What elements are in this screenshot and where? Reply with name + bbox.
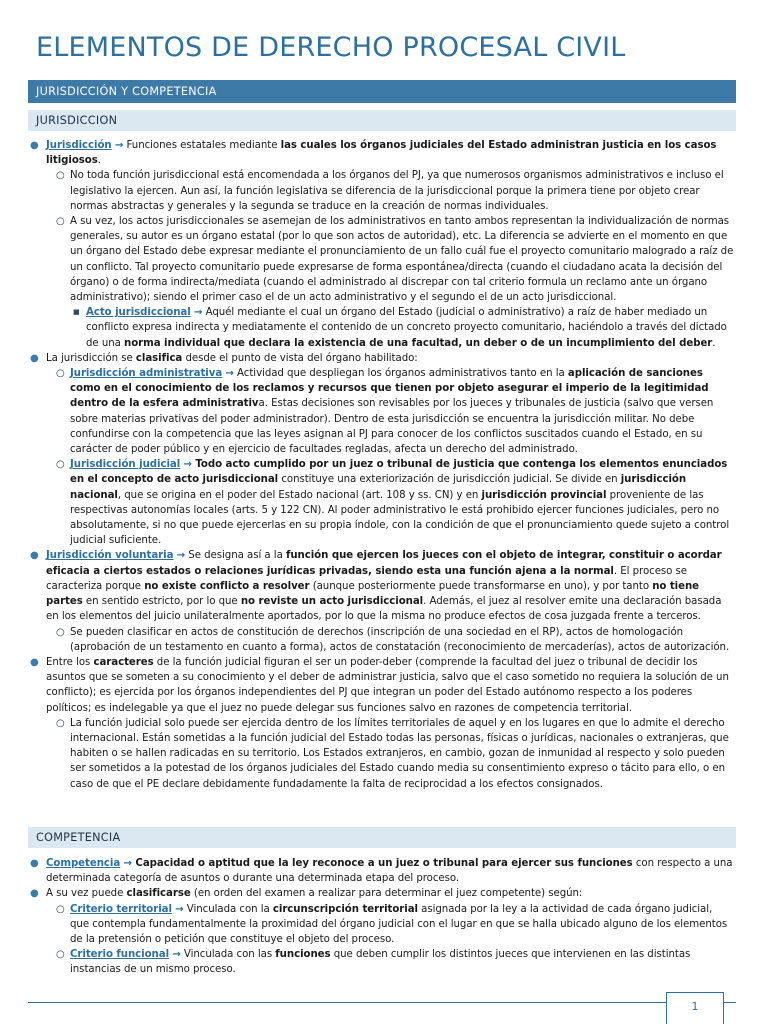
text: .: [712, 337, 716, 349]
list-item-competencia-def: [30, 856, 734, 886]
text: desde el punto de vista del órgano habilitado:: [182, 352, 418, 364]
jurisdiccion-content: [30, 138, 734, 792]
bold-text: función que ejercen los jueces con el objeto de integrar, constituir o acordar eficacia a ciertos estados o relaciones jurídicas privadas, siendo esta una función ajena a la normal: [46, 550, 722, 577]
term-jurisdiccion: Jurisdicción: [46, 140, 112, 151]
right-arrow-icon: →: [183, 459, 192, 471]
bold-text: no tiene partes: [46, 580, 700, 608]
list-item-limites-territoriales: [30, 716, 734, 792]
filled-circle-bullet-icon: ●: [30, 656, 39, 668]
term-acto-jurisdiccional: Acto jurisdiccional: [86, 307, 191, 319]
right-arrow-icon: →: [114, 140, 124, 151]
list-item-jurisdiccion-def: [30, 138, 734, 168]
text: La jurisdicción se: [46, 352, 136, 364]
list-item-acto-jurisdiccional: [30, 305, 734, 351]
text: Actividad que despliegan los órganos administrativos tanto en la: [233, 368, 568, 380]
text: que deben cumplir los distintos jueces que intervienen en las distintas instancias de un mismo proceso.: [70, 949, 691, 976]
text: A su vez, los actos jurisdiccionales se asemejan de los administrativos en tanto ambos representan la individualización de normas generales, su autor es un órgano estatal (por lo que son actos de autoridad), etc. La diferencia se advierte en el momento en que un órgano del Estado debe expresar mediante el pronunciamiento de un fallo cuál fue el proyecto comunitario malogrado a raíz de un conflicto. Tal proyecto comunitario puede expresarse de forma espontánea/directa (cuando el ciudadano acata la decisión del órgano) o de forma indirecta/mediata (cuando el administrado al discrepar con tal criterio formula un reclamo ante un órgano administrativo); siendo el primer caso el de un acto administrativo y el segundo el de un acto jurisdiccional.: [70, 216, 734, 304]
document-title: ELEMENTOS DE DERECHO PROCESAL CIVIL: [36, 32, 626, 63]
list-item-caracteres: [30, 655, 734, 716]
section-header-jurisdiccion-competencia: JURISDICCIÓN Y COMPETENCIA: [28, 80, 736, 103]
bold-text: no existe conflicto a resolver: [144, 580, 310, 592]
text: con respecto a una determinada categoría de asuntos o durante una determinada etapa del proceso.: [46, 858, 733, 885]
text: Funciones estatales mediante: [123, 140, 281, 151]
term-jurisdiccion-administrativa: Jurisdicción administrativa: [70, 368, 223, 380]
bold-text: jurisdicción provincial: [481, 489, 607, 501]
bold-text: aplicación de sanciones como en el conocimiento de los reclamos y recursos que tienen por objeto asegurar el imperio de la legitimidad dentro de la esfera administrativ: [70, 368, 709, 410]
right-arrow-icon: →: [172, 949, 181, 961]
list-item-clasificarse: [30, 886, 734, 901]
text: .: [97, 155, 101, 167]
text: en sentido estricto, por lo que: [82, 596, 241, 608]
subsection-header-competencia: COMPETENCIA: [28, 827, 736, 848]
right-arrow-icon: →: [123, 858, 132, 869]
list-item-criterio-territorial: [30, 902, 734, 948]
list-item-no-toda-funcion: [30, 168, 734, 214]
hollow-circle-bullet-icon: ○: [56, 368, 65, 380]
hollow-circle-bullet-icon: ○: [56, 903, 65, 915]
filled-circle-bullet-icon: ●: [30, 352, 39, 364]
right-arrow-icon: →: [175, 903, 184, 915]
bold-text: Capacidad o aptitud que la ley reconoce a un juez o tribunal para ejercer sus funciones: [131, 858, 633, 869]
right-arrow-icon: →: [225, 368, 234, 380]
bold-text: no reviste un acto jurisdiccional: [240, 596, 424, 608]
bold-text: jurisdicción nacional: [70, 474, 687, 501]
text: constituye una exteriorización de jurisdicción judicial. Se divide en: [278, 474, 621, 486]
filled-circle-bullet-icon: ●: [30, 858, 39, 869]
text: asignada por la ley a la actividad de cada órgano judicial, que contempla fundamentalmente la proximidad del órgano judicial con el lugar en que se halla ubicado alguno de los elementos de la pretensión o petición que constituye el objeto del proceso.: [70, 903, 728, 946]
hollow-circle-bullet-icon: ○: [56, 216, 65, 228]
bold-text: circunscripción territorial: [272, 903, 418, 915]
text: a. Estas decisiones son revisables por los jueces y tribunales de justicia (salvo que versen sobre materias privativas del poder administrador). Dentro de esta jurisdicción se encuentra la jurisdicción militar. No debe confundirse con la competencia que las leyes asignan al PJ para conocer de los conflictos suscitados cuando el Estado, en su carácter de poder público y en ejercicio de facultades regladas, afecta un derecho del administrado.: [70, 398, 714, 456]
footer-divider: [28, 1002, 736, 1003]
list-item-jurisdiccion-voluntaria: [30, 548, 734, 624]
list-item-jurisdiccion-administrativa: [30, 366, 734, 457]
list-item-actos-jurisdiccionales: [30, 214, 734, 305]
filled-circle-bullet-icon: ●: [30, 888, 39, 900]
list-item-jurisdiccion-judicial: [30, 457, 734, 548]
text: Vinculada con las: [180, 949, 276, 961]
hollow-circle-bullet-icon: ○: [56, 626, 65, 638]
text: Entre los: [46, 656, 94, 668]
text: (aunque posteriormente puede transformarse en uno), y por tanto: [309, 580, 653, 592]
hollow-circle-bullet-icon: ○: [56, 717, 65, 729]
text: (en orden del examen a realizar para determinar el juez competente) según:: [190, 888, 583, 900]
term-criterio-territorial: Criterio territorial: [70, 903, 172, 915]
text: de la función judicial figuran el ser un poder-deber (comprende la facultad del juez o tribunal de decidir los asuntos que se someten a su conocimiento y el deber de administrar justicia, salvo que el caso sometido no requiera la solución de un conflicto); es ejercida por los órganos independientes del PJ que integran un poder del Estado autónomo respecto a los poderes políticos; es indelegable ya que el juez no puede delegar sus funciones salvo en razones de competencia territorial.: [46, 656, 729, 714]
hollow-circle-bullet-icon: ○: [56, 170, 65, 182]
list-item-clasificacion: [30, 351, 734, 366]
bold-text: norma individual que declara la existencia de una facultad, un deber o de un incumplimiento del deber: [124, 337, 713, 349]
term-jurisdiccion-judicial: Jurisdicción judicial: [70, 459, 181, 471]
text: Se designa así a la: [185, 550, 286, 562]
text: Vinculada con la: [183, 903, 273, 915]
bold-text: clasificarse: [126, 888, 191, 900]
bold-text: funciones: [275, 949, 331, 961]
subsection-header-jurisdiccion: JURISDICCION: [28, 110, 736, 131]
competencia-content: [30, 856, 734, 978]
list-item-clasificacion-voluntaria: [30, 625, 734, 655]
text: . El proceso se caracteriza porque: [46, 565, 688, 592]
right-arrow-icon: →: [193, 307, 203, 319]
text: La función judicial solo puede ser ejercida dentro de los límites territoriales de aquel y en los lugares en que lo admite el derecho internacional. Están sometidas a la función judicial del Estado todas las personas, físicas o jurídicas, nacionales o extranjeras, que habiten o se hallen radicadas en su territorio. Los Estados extranjeros, en cambio, gozan de inmunidad al respecto y solo pueden ser sometidos a la potestad de los órganos judiciales del Estado cuando media su consentimiento expreso o tácito para ello, o en caso de que el PE declare debidamente fundadamente la falta de reciprocidad a los efectos consignados.: [70, 717, 729, 790]
page-number: 1: [666, 992, 724, 1024]
hollow-circle-bullet-icon: ○: [56, 949, 65, 961]
text: , que se origina en el poder del Estado nacional (art. 108 y ss. CN) y en: [117, 489, 482, 501]
term-criterio-funcional: Criterio funcional: [70, 949, 170, 961]
bold-text: Todo acto cumplido por un juez o tribunal de justicia que contenga los elementos enunciados en el concepto de acto jurisdiccional: [70, 459, 728, 486]
bold-text: caracteres: [93, 656, 154, 668]
hollow-circle-bullet-icon: ○: [56, 459, 65, 471]
bold-text: clasifica: [135, 352, 183, 364]
text: proveniente de las respectivas autonomías locales (arts. 5 y 122 CN). Al poder administrativo le está prohibido ejercer funciones judiciales, pero no absolutamente, si no que puede ejercerlas en su propia índole, con la condición de que el pronunciamiento quede sujeto a control judicial suficiente.: [70, 489, 730, 547]
bold-text: las cuales los órganos judiciales del Estado administran justicia en los casos litigiosos: [46, 140, 717, 167]
list-item-criterio-funcional: [30, 947, 734, 977]
text: . Además, el juez al resolver emite una declaración basada en los elementos del juicio unilateralmente aportados, por lo que la misma no produce efectos de cosa juzgada frente a terceros.: [46, 596, 722, 623]
filled-circle-bullet-icon: ●: [30, 550, 39, 562]
text: A su vez puede: [46, 888, 127, 900]
text: Se pueden clasificar en actos de constitución de derechos (inscripción de una sociedad en el RP), actos de homologación (aprobación de un testamento en cuanto a forma), actos de constatación (reconocimiento de mercaderías), actos de autorización.: [70, 626, 730, 653]
right-arrow-icon: →: [176, 550, 186, 562]
text: No toda función jurisdiccional está encomendada a los órganos del PJ, ya que numerosos organismos administrativos e incluso el legislativo la ejercen. Aun así, la función legislativa se diferencia de la jurisdiccional porque la primera tiene por objeto crear normas abstractas y generales y la segunda se traduce en la creación de normas individuales.: [70, 170, 724, 212]
text: Aquél mediante el cual un órgano del Estado (judicial o administrativo) a raíz de haber mediado un conflicto expresa indirecta y mediatamente el contenido de un concreto proyecto comunitario, haciéndolo a través del dictado de una: [86, 307, 727, 349]
square-bullet-icon: ■: [73, 308, 80, 317]
filled-circle-bullet-icon: ●: [30, 140, 39, 151]
term-jurisdiccion-voluntaria: Jurisdicción voluntaria: [46, 550, 174, 562]
term-competencia: Competencia: [46, 858, 121, 869]
